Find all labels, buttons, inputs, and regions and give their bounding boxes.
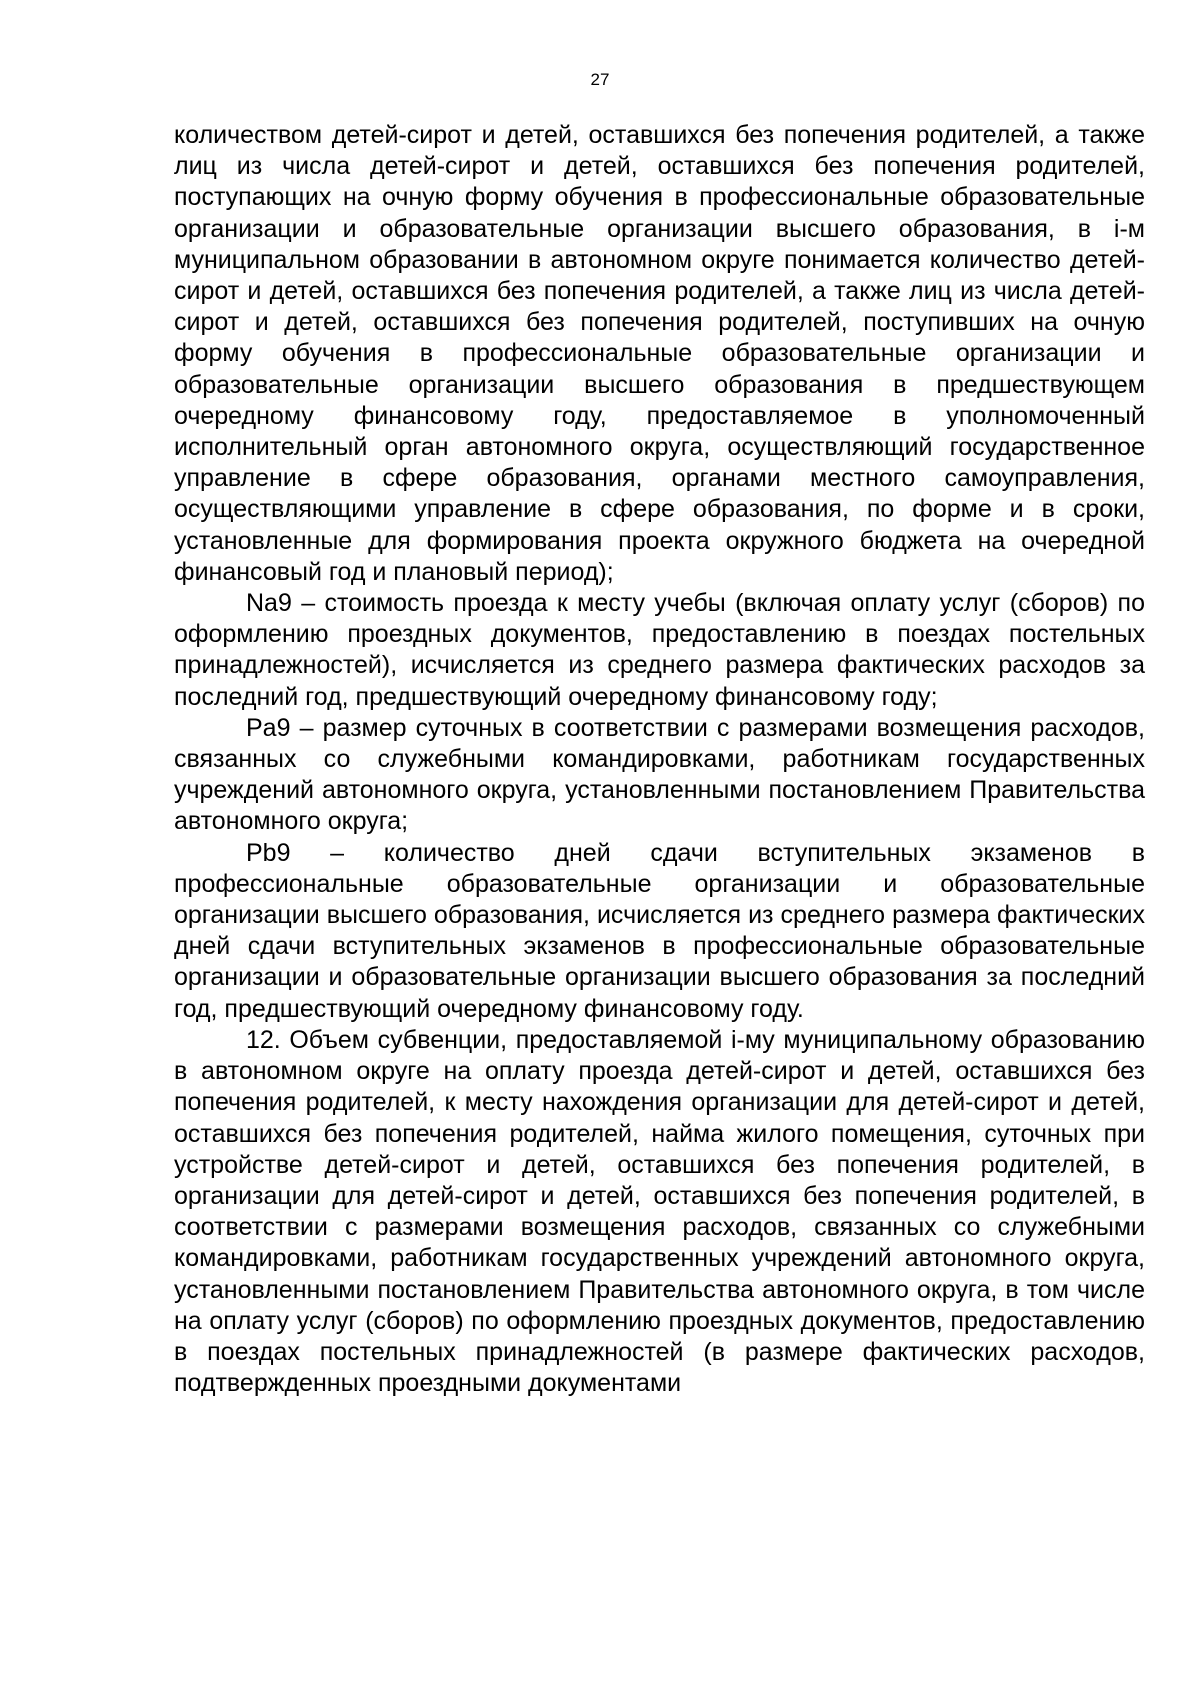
page-number: 27 xyxy=(590,70,610,89)
paragraph-item-12: 12. Объем субвенции, предоставляемой i-му муниципальному образованию в автономном округе на оплату проезда детей-сирот и детей, оставшихся без попечения родителей, к месту нахождения организации для детей-сирот и детей, оставшихся без попечения родителей, найма жилого помещения, суточных при устройстве детей-сирот и детей, оставшихся без попечения родителей, в организации для детей-сирот и детей, оставшихся без попечения родителей, в соответствии с размерами возмещения расходов, связанных со служебными командировками, работникам государственных учреждений автономного округа, установленными постановлением Правительства автономного округа, в том числе на оплату услуг (сборов) по оформлению проездных документов, предоставлению в поездах постельных принадлежностей (в размере фактических расходов, подтвержденных проездными документами xyxy=(174,1025,1145,1398)
paragraph-pb9-definition: Pb9 – количество дней сдачи вступительных экзаменов в профессиональные образовательные организации и образовательные организации высшего образования, исчисляется из среднего размера фактических дней сдачи вступительных экзаменов в профессиональные образовательные организации и образовательные организации высшего образования за последний год, предшествующий очередному финансовому году. xyxy=(174,838,1145,1023)
paragraph-na9-definition: Na9 – стоимость проезда к месту учебы (включая оплату услуг (сборов) по оформлению проездных документов, предоставлению в поездах постельных принадлежностей), исчисляется из среднего размера фактических расходов за последний год, предшествующий очередному финансовому году; xyxy=(174,589,1145,711)
document-body xyxy=(174,120,1145,1399)
paragraph-pa9-definition: Pa9 – размер суточных в соответствии с размерами возмещения расходов, связанных со служебными командировками, работникам государственных учреждений автономного округа, установленными постановлением Правительства автономного округа; xyxy=(174,713,1145,836)
paragraph-continuation: количеством детей-сирот и детей, оставшихся без попечения родителей, а также лиц из числа детей-сирот и детей, оставшихся без попечения родителей, поступающих на очную форму обучения в профессиональные образовательные организации и образовательные организации высшего образования, в i-м муниципальном образовании в автономном округе понимается количество детей-сирот и детей, оставшихся без попечения родителей, а также лиц из числа детей-сирот и детей, оставшихся без попечения родителей, поступивших на очную форму обучения в профессиональные образовательные организации и образовательные организации высшего образования в предшествующем очередному финансовому году, предоставляемое в уполномоченный исполнительный орган автономного округа, осуществляющий государственное управление в сфере образования, органами местного самоуправления, осуществляющими управление в сфере образования, по форме и в сроки, установленные для формирования проекта окружного бюджета на очередной финансовый год и плановый период); xyxy=(174,121,1145,586)
